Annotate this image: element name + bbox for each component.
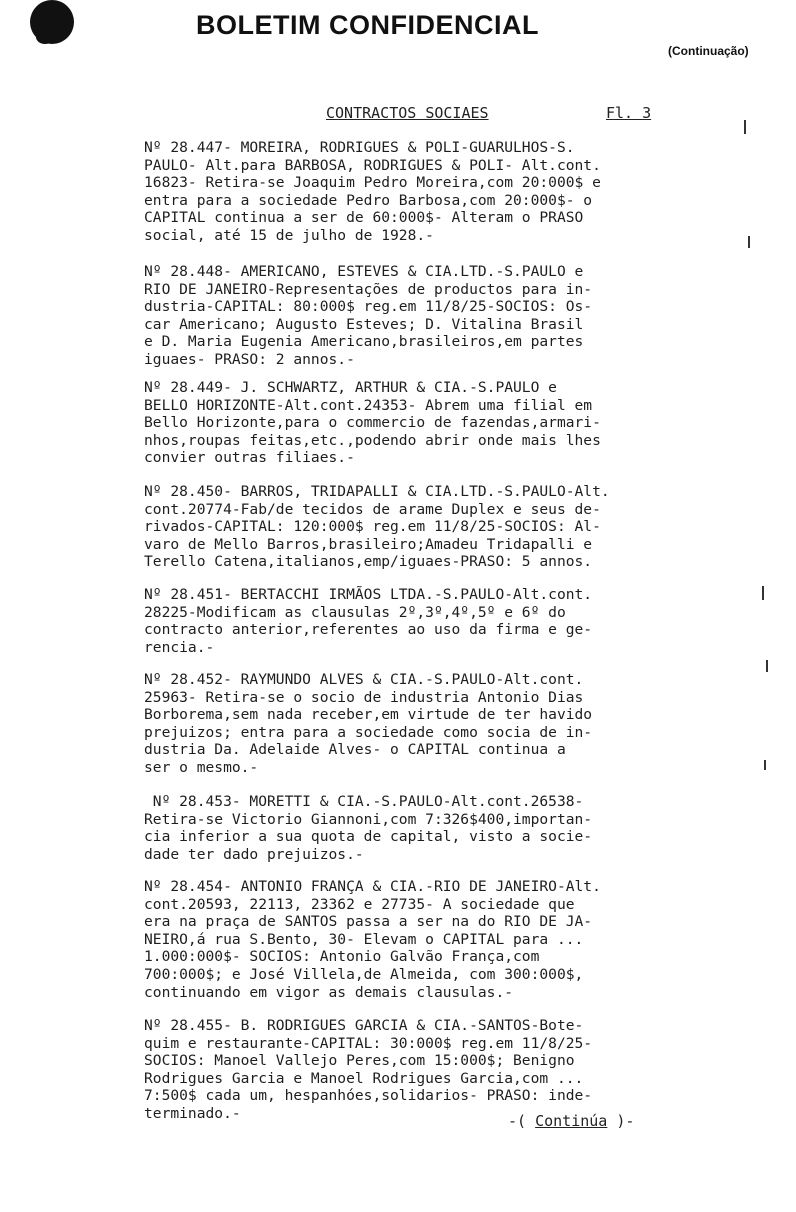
entry-line: entra para a sociedade Pedro Barbosa,com 20:000$- o (144, 191, 593, 209)
entry-line: era na praça de SANTOS passa a ser na do RIO DE JA- (144, 913, 593, 931)
entry-line: dustria-CAPITAL: 80:000$ reg.em 11/8/25-SOCIOS: Os- (144, 298, 593, 316)
continua-footer (508, 1112, 634, 1130)
entry-28455 (144, 1017, 684, 1123)
margin-mark (762, 586, 764, 600)
entry-line: Nº 28.452- RAYMUNDO ALVES & CIA.-S.PAULO-Alt.cont. (144, 671, 584, 688)
entry-line: RIO DE JANEIRO-Representações de productos para in- (144, 280, 593, 298)
margin-mark (748, 236, 750, 248)
entry-line: Bello Horizonte,para o commercio de fazendas,armari- (144, 414, 601, 432)
entry-line: 1.000:000$- SOCIOS: Antonio Galvão França,com (144, 948, 540, 966)
entry-line: social, até 15 de julho de 1928.- (144, 226, 434, 244)
margin-mark (764, 760, 766, 770)
entry-line: nhos,roupas feitas,etc.,podendo abrir onde mais lhes (144, 431, 601, 449)
continua-prefix: -( (508, 1112, 527, 1130)
continua-suffix: )- (616, 1112, 635, 1130)
entry-line: Nº 28.448- AMERICANO, ESTEVES & CIA.LTD.-S.PAULO e (144, 263, 584, 280)
entry-28447 (144, 139, 684, 245)
entry-line: ser o mesmo.- (144, 758, 259, 776)
entry-line: cont.20774-Fab/de tecidos de arame Duplex e seus de- (144, 500, 601, 518)
entry-line: Nº 28.449- J. SCHWARTZ, ARTHUR & CIA.-S.PAULO e (144, 379, 557, 396)
folio-number: Fl. 3 (606, 104, 652, 122)
entry-line: PAULO- Alt.para BARBOSA, RODRIGUES & POLI- Alt.cont. (144, 156, 601, 174)
entry-line: cont.20593, 22113, 23362 e 27735- A sociedade que (144, 895, 575, 913)
entry-line: e D. Maria Eugenia Americano,brasileiros,em partes (144, 333, 584, 351)
entry-line: SOCIOS: Manoel Vallejo Peres,com 15:000$; Benigno (144, 1052, 575, 1070)
entry-line: 16823- Retira-se Joaquim Pedro Moreira,com 20:000$ e (144, 174, 601, 192)
entry-line: quim e restaurante-CAPITAL: 30:000$ reg.em 11/8/25- (144, 1034, 593, 1052)
entry-line: dade ter dado prejuizos.- (144, 845, 364, 863)
entry-line: prejuizos; entra para a sociedade como socia de in- (144, 723, 593, 741)
entry-line: iguaes- PRASO: 2 annos.- (144, 350, 355, 368)
ink-blot (30, 0, 74, 44)
entry-line: NEIRO,á rua S.Bento, 30- Elevam o CAPITAL para ... (144, 930, 584, 948)
entry-line: Nº 28.451- BERTACCHI IRMÃOS LTDA.-S.PAULO-Alt.cont. (144, 586, 593, 603)
entry-line: BELLO HORIZONTE-Alt.cont.24353- Abrem uma filial em (144, 396, 593, 414)
page-title: BOLETIM CONFIDENCIAL (196, 10, 539, 40)
entry-line: convier outras filiaes.- (144, 449, 355, 467)
entry-line: Retira-se Victorio Giannoni,com 7:326$400,importan- (144, 810, 593, 828)
entry-28452 (144, 671, 684, 777)
continua-label: Continúa (535, 1112, 608, 1130)
margin-mark (766, 660, 768, 672)
entry-line: Nº 28.447- MOREIRA, RODRIGUES & POLI-GUARULHOS-S. (144, 139, 575, 156)
entry-line: 28225-Modificam as clausulas 2º,3º,4º,5º e 6º do (144, 603, 566, 621)
entry-line: rencia.- (144, 638, 215, 656)
entry-line: rivados-CAPITAL: 120:000$ reg.em 11/8/25-SOCIOS: Al- (144, 518, 601, 536)
entry-line: Terello Catena,italianos,emp/iguaes-PRASO: 5 annos. (144, 553, 593, 571)
entry-line: 7:500$ cada um, hespanhóes,solidarios- PRASO: inde- (144, 1087, 593, 1105)
continuation-note: (Continuação) (668, 44, 749, 58)
entry-line: CAPITAL continua a ser de 60:000$- Alteram o PRASO (144, 209, 584, 227)
entry-line: Nº 28.453- MORETTI & CIA.-S.PAULO-Alt.cont.26538- (144, 793, 584, 810)
entry-line: continuando em vigor as demais clausulas.- (144, 983, 514, 1001)
entry-line: contracto anterior,referentes ao uso da firma e ge- (144, 621, 593, 639)
entry-line: 25963- Retira-se o socio de industria Antonio Dias (144, 688, 584, 706)
entry-28453 (144, 793, 684, 863)
entry-line: dustria Da. Adelaide Alves- o CAPITAL continua a (144, 741, 566, 759)
entry-line: Nº 28.450- BARROS, TRIDAPALLI & CIA.LTD.-S.PAULO-Alt. (144, 483, 610, 500)
entry-line: 700:000$; e José Villela,de Almeida, com 300:000$, (144, 965, 584, 983)
entry-28454 (144, 878, 684, 1001)
margin-mark (744, 120, 746, 134)
entry-line: Nº 28.455- B. RODRIGUES GARCIA & CIA.-SANTOS-Bote- (144, 1017, 584, 1034)
entry-28450 (144, 483, 684, 571)
entry-28451 (144, 586, 684, 656)
section-title: CONTRACTOS SOCIAES (326, 104, 489, 122)
entry-line: cia inferior a sua quota de capital, visto a socie- (144, 828, 593, 846)
entry-line: Borborema,sem nada receber,em virtude de ter havido (144, 706, 593, 724)
entry-line: varo de Mello Barros,brasileiro;Amadeu Tridapalli e (144, 535, 593, 553)
entry-line: terminado.- (144, 1104, 241, 1122)
entry-line: Nº 28.454- ANTONIO FRANÇA & CIA.-RIO DE JANEIRO-Alt. (144, 878, 601, 895)
entry-28449 (144, 379, 684, 467)
entry-28448 (144, 263, 684, 369)
entry-line: car Americano; Augusto Esteves; D. Vitalina Brasil (144, 315, 584, 333)
entry-line: Rodrigues Garcia e Manoel Rodrigues Garcia,com ... (144, 1069, 584, 1087)
